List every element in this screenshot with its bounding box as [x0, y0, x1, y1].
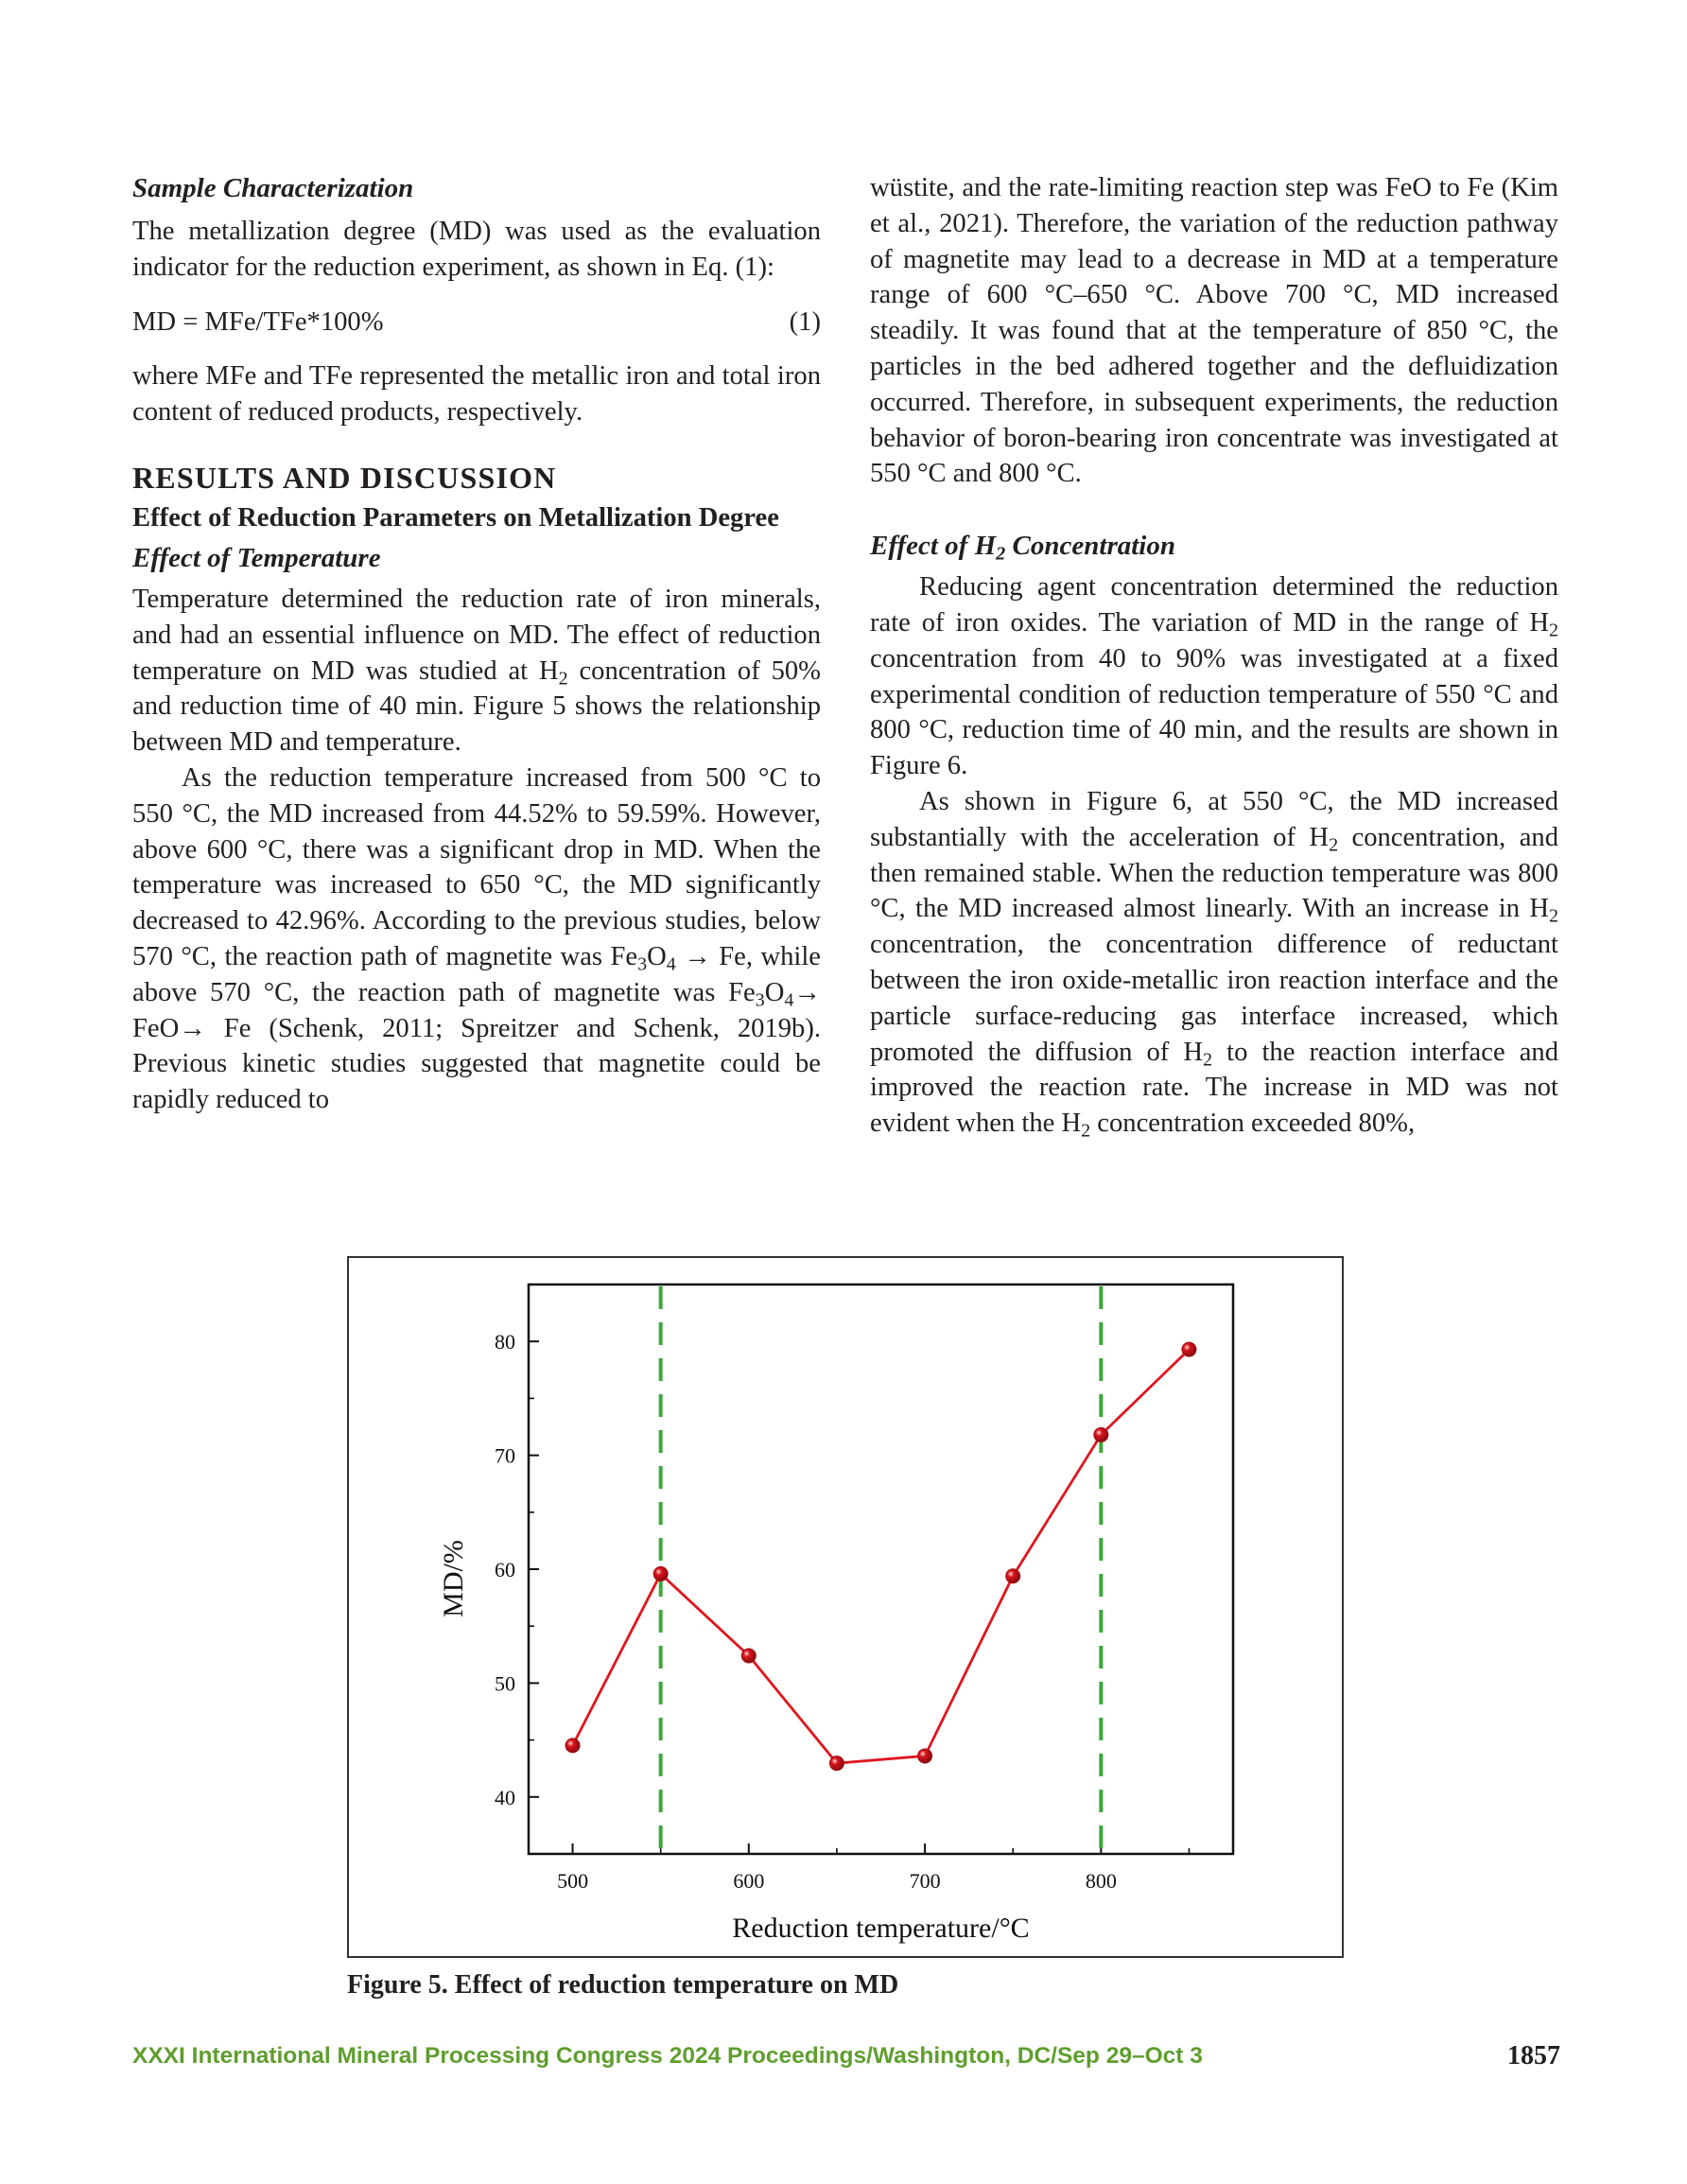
data-point: [565, 1738, 580, 1753]
heading-results-discussion: RESULTS AND DISCUSSION: [132, 460, 557, 495]
x-tick-label: 800: [1085, 1869, 1117, 1893]
md-temperature-chart: [349, 1258, 1342, 1956]
subscript: 2: [558, 668, 568, 690]
data-point: [829, 1756, 844, 1771]
left-column: [132, 170, 821, 1118]
x-tick-label: 500: [557, 1869, 589, 1893]
text-run: Effect of H: [870, 531, 997, 562]
subscript: 2: [1548, 620, 1558, 641]
text-run: As shown in Figure 6, at 550 °C, the MD increased substantially with the acceleration of H: [870, 786, 1558, 852]
right-column: [870, 170, 1558, 1142]
text-run: concentration, and then remained stable. When the reduction temperature was 800 °C, the MD increased almost linearly. With an increase in H: [870, 822, 1558, 924]
data-point: [653, 1566, 668, 1581]
figure-caption: Figure 5. Effect of reduction temperature on MD: [347, 1970, 899, 2000]
paragraph-temperature-2: [132, 760, 821, 1118]
y-axis-label: MD/%: [438, 1540, 469, 1617]
figure-5: [347, 1256, 1344, 1958]
y-tick-label: 80: [495, 1330, 515, 1354]
heading-sample-characterization: Sample Characterization: [132, 173, 414, 203]
data-point: [918, 1749, 932, 1763]
text-run: to the reaction interface and improved the reaction rate. The increase in MD was not evident when the H: [870, 1037, 1558, 1139]
equation-number: (1): [789, 306, 821, 337]
subscript: 2: [1203, 1049, 1213, 1071]
data-point: [1094, 1427, 1108, 1441]
subscript: 2: [1329, 834, 1339, 856]
text-run: → FeO→ Fe (Schenk, 2011; Spreitzer and Schenk, 2019b). Previous kinetic studies suggested that magnetite could be rapidly reduced to: [132, 977, 821, 1115]
y-tick-label: 40: [495, 1785, 515, 1809]
series-line: [573, 1350, 1190, 1764]
paragraph-temperature-1: [132, 582, 821, 760]
page-footer: [132, 2043, 1560, 2081]
text-run: concentration exceeded 80%,: [1090, 1109, 1416, 1139]
subscript: 4: [784, 989, 794, 1011]
text-run: O: [647, 941, 667, 971]
x-tick-label: 600: [733, 1869, 765, 1893]
subscript: 3: [637, 953, 648, 975]
text-run: Concentration: [1005, 531, 1175, 562]
heading-effect-h2: [870, 528, 1558, 564]
plot-frame: [529, 1284, 1233, 1854]
paragraph-where: where MFe and TFe represented the metallic iron and total iron content of reduced products, respectively.: [132, 361, 821, 428]
y-tick-label: 70: [495, 1443, 515, 1468]
text-run: → Fe, while above 570 °C, the reaction path of magnetite was Fe: [132, 941, 821, 1007]
heading-effect-parameters: Effect of Reduction Parameters on Metallization Degree: [132, 502, 779, 533]
page-number: 1857: [1507, 2041, 1560, 2070]
footer-conference: XXXI International Mineral Processing Congress 2024 Proceedings/Washington, DC/Sep 29–Oct 3: [132, 2043, 1203, 2069]
text-run: concentration from 40 to 90% was investigated at a fixed experimental condition of reduction temperature of 550 °C and 800 °C, reduction time of 40 min, and the results are shown in Figure 6.: [870, 643, 1558, 781]
paragraph-sample: The metallization degree (MD) was used as the evaluation indicator for the reduction experiment, as shown in Eq. (1):: [132, 217, 821, 282]
equation-row: [132, 305, 821, 341]
paragraph-wustite: wüstite, and the rate-limiting reaction step was FeO to Fe (Kim et al., 2021). Therefore, the variation of the reduction pathway of magnetite may lead to a decrease in MD at a temperature range of 600 °C–650 °C. Above 700 °C, MD increased steadily. It was found that at the temperature of 850 °C, the particles in the bed adhered together and the defluidization occurred. Therefore, in subsequent experiments, the reduction behavior of boron-bearing iron concentrate was investigated at 550 °C and 800 °C.: [870, 173, 1558, 489]
paragraph-h2-2: [870, 784, 1558, 1142]
subscript: 4: [666, 953, 676, 975]
subscript: 3: [755, 989, 765, 1011]
data-point: [1182, 1342, 1196, 1356]
text-run: Reducing agent concentration determined the reduction rate of iron oxides. The variation of MD in the range of H: [870, 572, 1558, 638]
paragraph-h2-1: [870, 569, 1558, 784]
heading-effect-temperature: Effect of Temperature: [132, 542, 381, 573]
text-run: concentration, the concentration difference of reductant between the iron oxide-metallic iron reaction interface and the particle surface-reducing gas interface increased, which promoted the diffusion of H: [870, 930, 1558, 1067]
x-axis-label: Reduction temperature/°C: [732, 1913, 1030, 1944]
y-tick-label: 50: [495, 1671, 515, 1696]
text-run: As the reduction temperature increased from 500 °C to 550 °C, the MD increased from 44.52% to 59.59%. However, above 600 °C, there was a significant drop in MD. When the temperature was increased to 650 °C, the MD significantly decreased to 42.96%. According to the previous studies, below 570 °C, the reaction path of magnetite was Fe: [132, 762, 821, 971]
subscript: 2: [1548, 905, 1558, 927]
text-run: concentration of 50% and reduction time of 40 min. Figure 5 shows the relationship between MD and temperature.: [132, 655, 821, 758]
subscript: 2: [1081, 1120, 1091, 1142]
subscript: 2: [996, 543, 1006, 565]
equation-text: MD = MFe/TFe*100%: [132, 306, 384, 337]
x-tick-label: 700: [909, 1869, 941, 1893]
text-run: Temperature determined the reduction rate of iron minerals, and had an essential influence on MD. The effect of reduction temperature on MD was studied at H: [132, 584, 821, 686]
text-run: O: [764, 977, 785, 1007]
data-point: [1006, 1569, 1020, 1583]
y-tick-label: 60: [495, 1558, 515, 1581]
data-point: [741, 1649, 756, 1663]
